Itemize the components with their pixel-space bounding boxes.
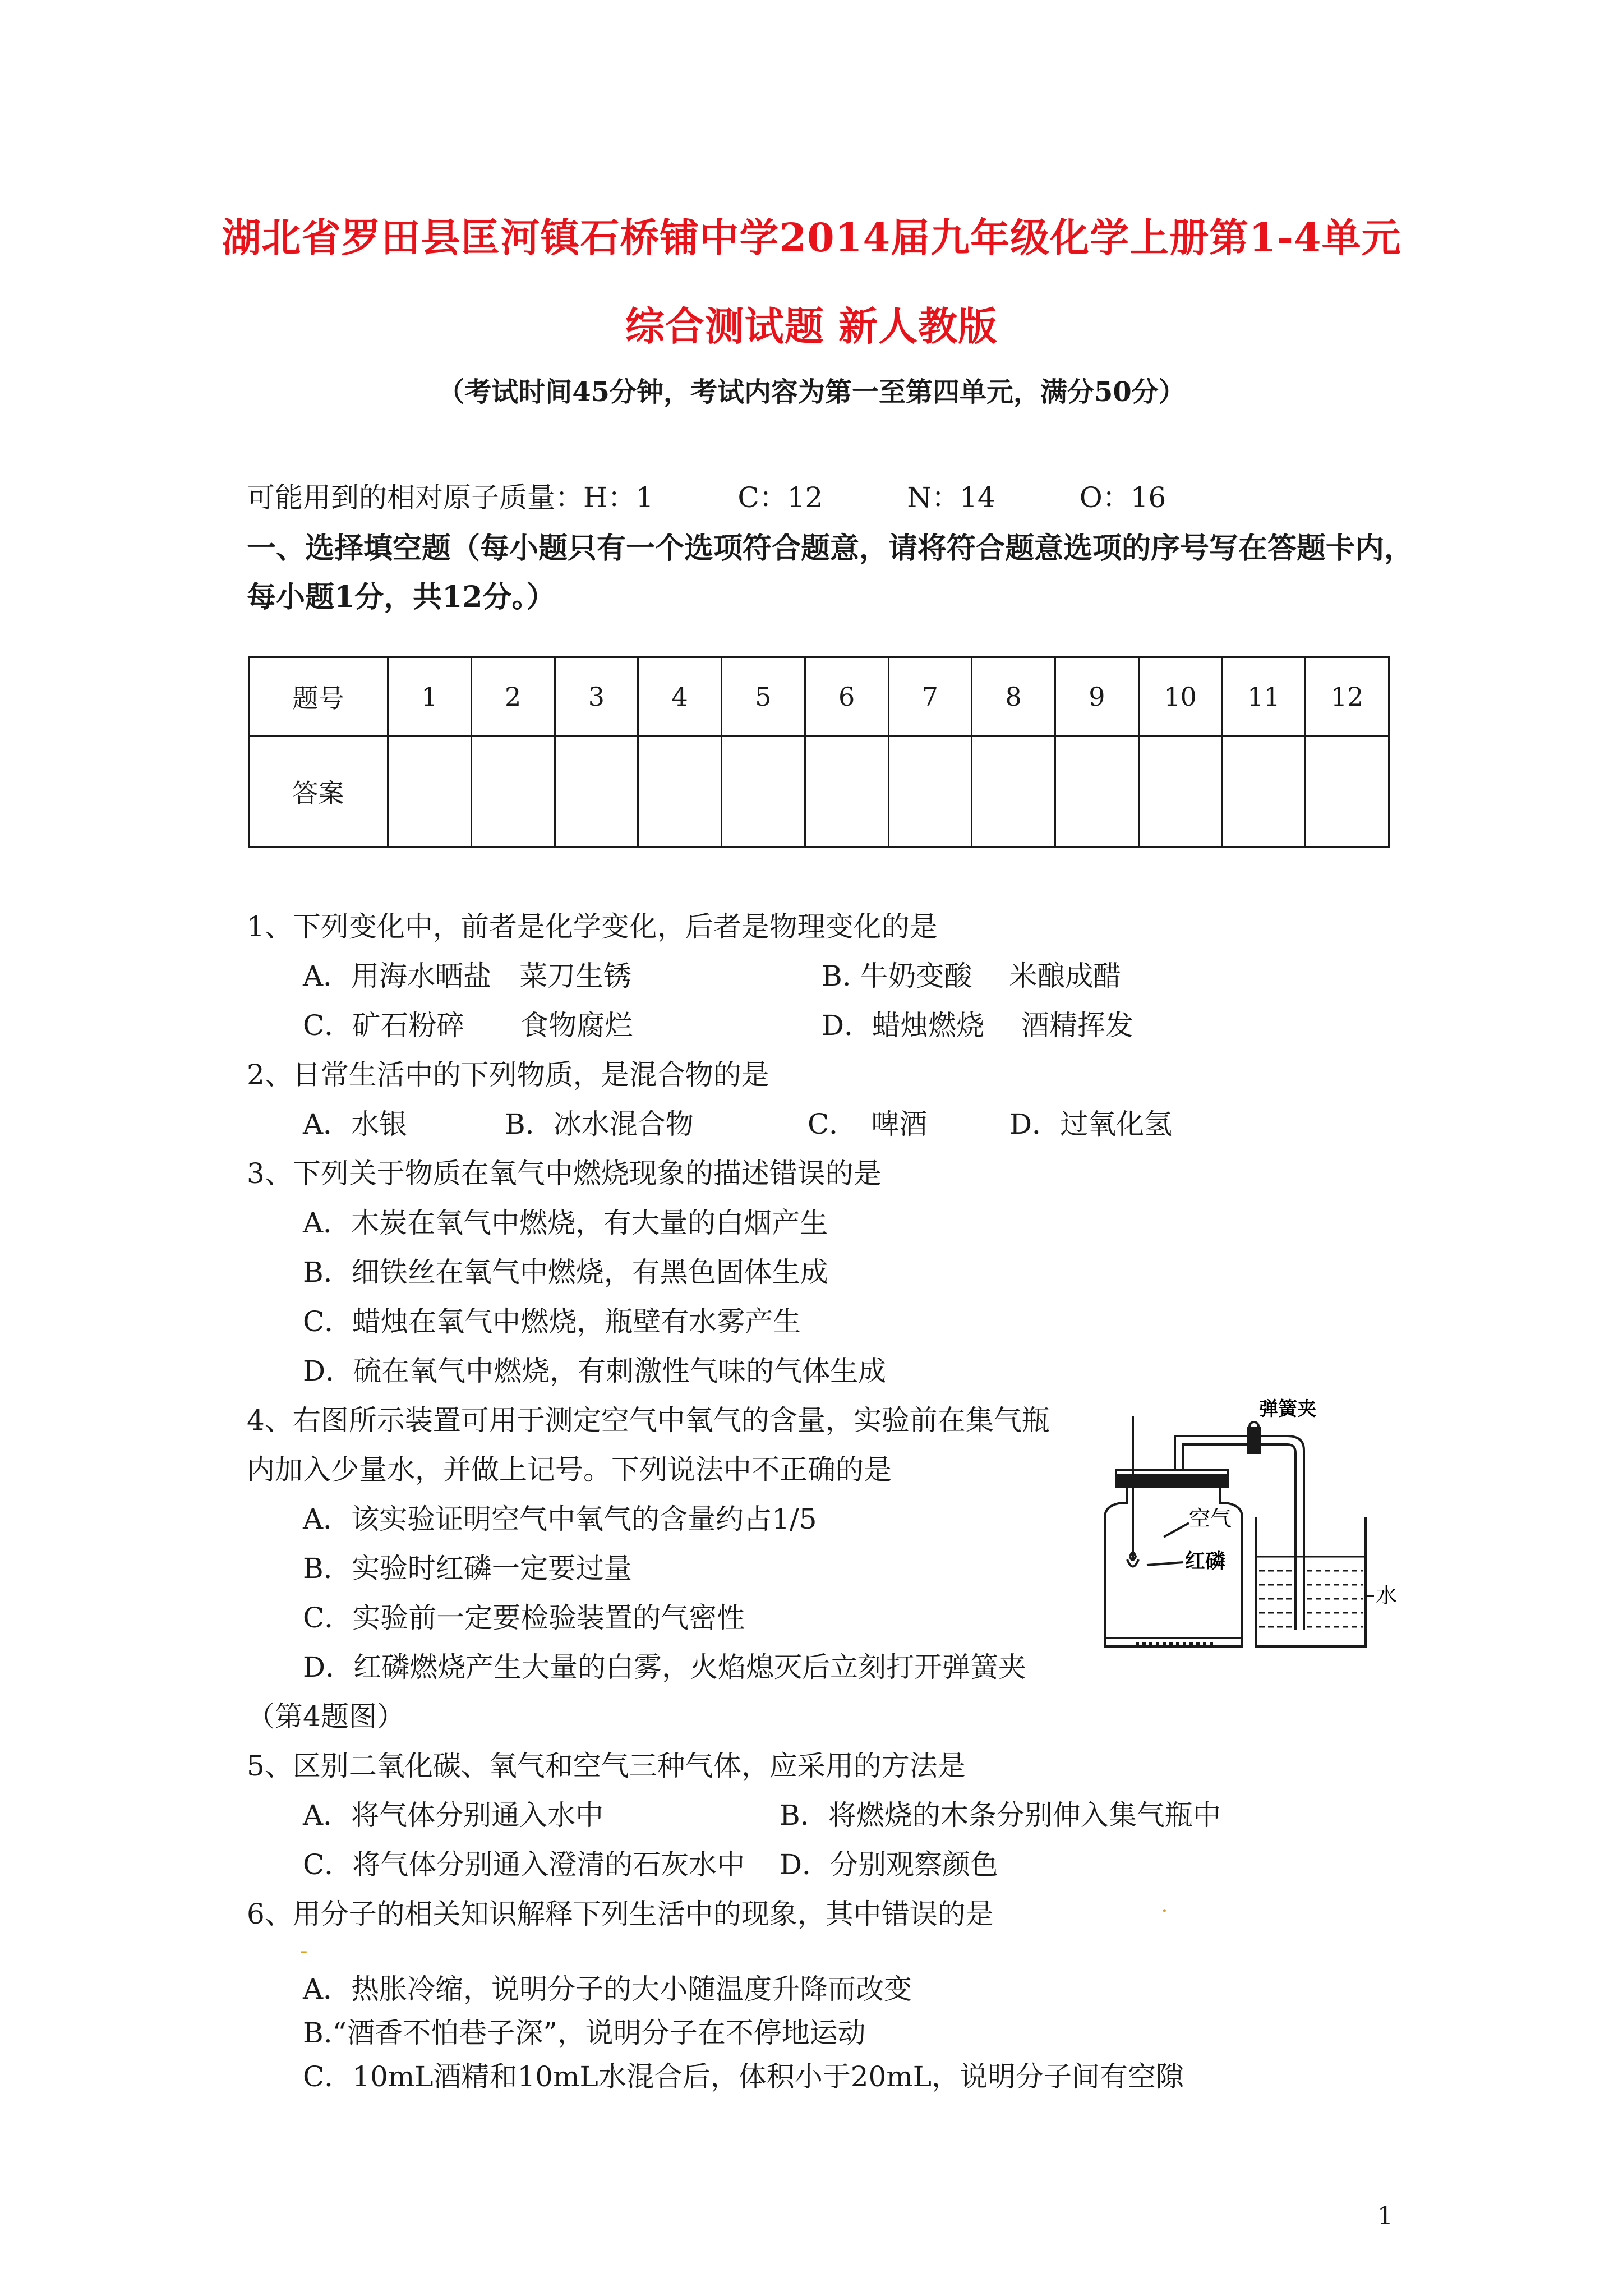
label-red-phosphorus: 红磷 [1185, 1550, 1226, 1573]
question-5-option-a: A．将气体分别通入水中 [303, 1799, 604, 1832]
row-header-number: 题号 [249, 657, 388, 736]
question-6-stem: 6、用分子的相关知识解释下列生活中的现象，其中错误的是 [247, 1898, 994, 1930]
question-number-cell: 12 [1306, 657, 1389, 736]
title-line-1: 湖北省罗田县匡河镇石桥铺中学2014届九年级化学上册第1-4单元 [222, 214, 1401, 261]
question-number-cell: 9 [1055, 657, 1139, 736]
question-number-cell: 2 [471, 657, 555, 736]
question-4-option-b: B．实验时红磷一定要过量 [303, 1552, 632, 1585]
question-2-option-a: A．水银 [303, 1108, 408, 1140]
mass-n: N：14 [907, 481, 995, 514]
question-5-option-d: D．分别观察颜色 [780, 1848, 999, 1881]
question-number-cell: 5 [722, 657, 805, 736]
page-number: 1 [1377, 2202, 1393, 2230]
question-2-option-d: D．过氧化氢 [1009, 1108, 1173, 1140]
answer-cell[interactable] [388, 736, 472, 848]
answer-cell[interactable] [972, 736, 1055, 848]
exam-note: （考试时间45分钟，考试内容为第一至第四单元，满分50分） [437, 376, 1186, 408]
question-5-option-b: B．将燃烧的木条分别伸入集气瓶中 [780, 1799, 1221, 1832]
mass-o: O：16 [1079, 481, 1166, 514]
question-number-cell: 8 [972, 657, 1055, 736]
question-4-stem-line-1: 4、右图所示装置可用于测定空气中氧气的含量，实验前在集气瓶 [247, 1404, 1050, 1437]
atomic-masses-label: 可能用到的相对原子质量： [247, 481, 583, 514]
answer-cell[interactable] [888, 736, 972, 848]
question-number-cell: 4 [638, 657, 722, 736]
answer-cell[interactable] [638, 736, 722, 848]
question-6-option-a: A．热胀冷缩，说明分子的大小随温度升降而改变 [303, 1973, 912, 2005]
question-2-option-c: C． 啤酒 [808, 1108, 928, 1140]
question-1-option-b: B. 牛奶变酸 米酿成醋 [822, 960, 1122, 992]
question-2-option-b: B．冰水混合物 [505, 1108, 694, 1140]
question-4-option-c: C．实验前一定要检验装置的气密性 [303, 1602, 745, 1634]
question-number-cell: 10 [1138, 657, 1222, 736]
answer-cell[interactable] [1138, 736, 1222, 848]
question-4-stem-line-2: 内加入少量水，并做上记号。下列说法中不正确的是 [247, 1453, 892, 1486]
question-1-option-c: C．矿石粉碎 食物腐烂 [303, 1009, 633, 1042]
question-5-option-c: C．将气体分别通入澄清的石灰水中 [303, 1848, 745, 1881]
mass-h: H：1 [583, 481, 654, 514]
question-2-stem: 2、日常生活中的下列物质，是混合物的是 [247, 1059, 769, 1091]
oxygen-content-apparatus-diagram [1085, 1398, 1399, 1658]
row-header-answer: 答案 [249, 736, 388, 848]
question-4-option-d: D．红磷燃烧产生大量的白雾，火焰熄灭后立刻打开弹簧夹 [303, 1651, 1027, 1683]
label-spring-clip: 弹簧夹 [1259, 1398, 1316, 1420]
question-4-caption: （第4题图） [247, 1700, 405, 1733]
question-4-option-a: A．该实验证明空气中氧气的含量约占1/5 [303, 1503, 817, 1535]
mass-c: C：12 [737, 481, 823, 514]
answer-cell[interactable] [805, 736, 888, 848]
question-3-stem: 3、下列关于物质在氧气中燃烧现象的描述错误的是 [247, 1157, 882, 1190]
answer-cell[interactable] [1222, 736, 1306, 848]
section-1-heading-line-1: 一、选择填空题（每小题只有一个选项符合题意，请将符合题意选项的序号写在答题卡内， [247, 531, 1414, 565]
answer-cell[interactable] [555, 736, 638, 848]
answer-cell[interactable] [722, 736, 805, 848]
answer-cell[interactable] [1306, 736, 1389, 848]
question-3-option-c: C．蜡烛在氧气中燃烧，瓶壁有水雾产生 [303, 1305, 801, 1338]
section-1-heading-line-2: 每小题1分，共12分。） [247, 580, 556, 614]
question-6-option-c: C．10mL酒精和10mL水混合后，体积小于20mL，说明分子间有空隙 [303, 2060, 1184, 2093]
title-line-2: 综合测试题 新人教版 [625, 303, 998, 349]
stray-mark: - [300, 1938, 308, 1964]
label-air: 空气 [1189, 1506, 1232, 1531]
question-6-option-b: B.“酒香不怕巷子深”，说明分子在不停地运动 [303, 2017, 866, 2049]
question-number-cell: 1 [388, 657, 472, 736]
question-number-cell: 3 [555, 657, 638, 736]
question-1-option-a: A．用海水晒盐 菜刀生锈 [303, 960, 632, 992]
question-number-cell: 6 [805, 657, 888, 736]
question-1-option-d: D．蜡烛燃烧 酒精挥发 [822, 1009, 1133, 1042]
answer-table-number-row [249, 657, 1389, 736]
answer-table-answer-row [249, 736, 1389, 848]
question-3-option-d: D．硫在氧气中燃烧，有刺激性气味的气体生成 [303, 1355, 887, 1387]
question-3-option-b: B．细铁丝在氧气中燃烧，有黑色固体生成 [303, 1256, 828, 1289]
question-number-cell: 7 [888, 657, 972, 736]
question-3-option-a: A．木炭在氧气中燃烧，有大量的白烟产生 [303, 1207, 828, 1239]
question-number-cell: 11 [1222, 657, 1306, 736]
label-water: 水 [1376, 1583, 1398, 1608]
question-5-stem: 5、区别二氧化碳、氧气和空气三种气体，应采用的方法是 [247, 1750, 966, 1782]
answer-table [248, 656, 1390, 848]
atomic-masses [247, 475, 1166, 516]
answer-cell[interactable] [1055, 736, 1139, 848]
question-1-stem: 1、下列变化中，前者是化学变化，后者是物理变化的是 [247, 910, 938, 943]
answer-cell[interactable] [471, 736, 555, 848]
stray-mark: . [1161, 1892, 1168, 1917]
